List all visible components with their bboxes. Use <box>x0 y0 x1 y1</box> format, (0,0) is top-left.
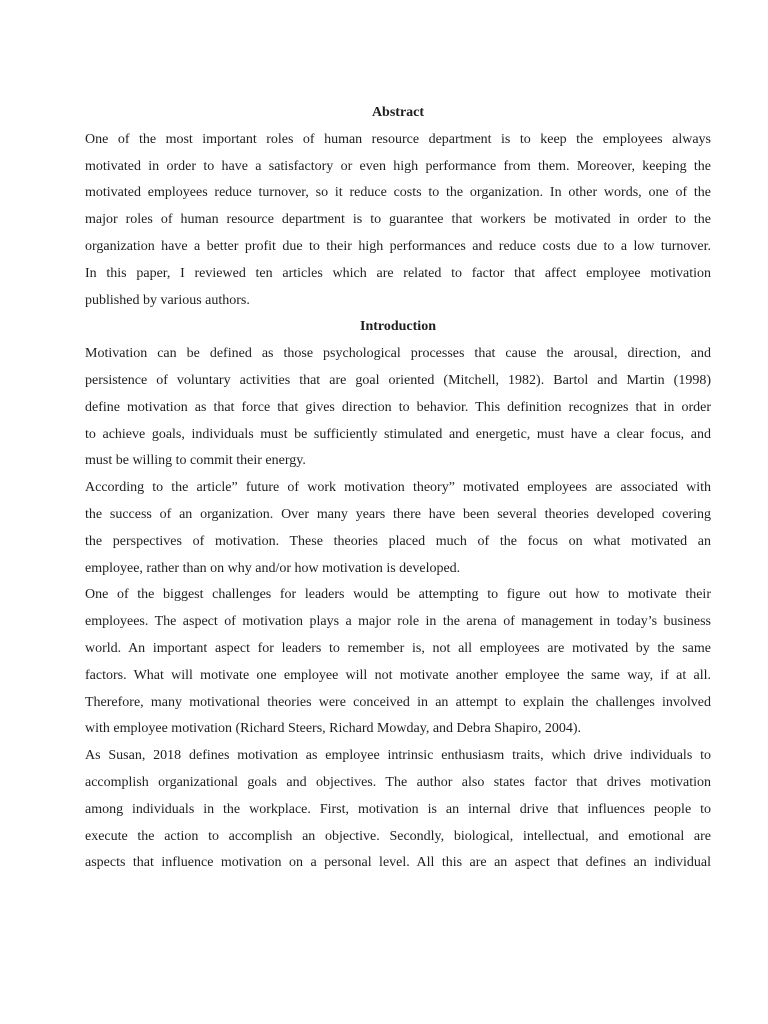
text-line: According to the article” future of work motivation theory” motivated employees are associated with <box>85 480 711 496</box>
text-line: factors. What will motivate one employee will not motivate another employee the same way, if at all. <box>85 667 711 683</box>
text-line: among individuals in the workplace. First, motivation is an internal drive that influences people to <box>85 801 711 817</box>
abstract-heading: Abstract <box>371 105 425 120</box>
text-line: with employee motivation (Richard Steers, Richard Mowday, and Debra Shapiro, 2004). <box>85 721 581 737</box>
introduction-heading: Introduction <box>360 319 436 335</box>
text-line: One of the biggest challenges for leaders would be attempting to figure out how to motivate their <box>85 587 711 603</box>
text-line: aspects that influence motivation on a personal level. All this are an aspect that defines an individual <box>85 855 711 871</box>
text-line: the success of an organization. Over many years there have been several theories developed covering <box>85 506 711 522</box>
text-line: to achieve goals, individuals must be sufficiently stimulated and energetic, must have a clear focus, and <box>85 426 711 442</box>
text-line: must be willing to commit their energy. <box>85 453 306 469</box>
text-line: employees. The aspect of motivation plays a major role in the arena of management in today’s business <box>85 614 711 630</box>
intro-paragraph-3 <box>85 582 711 743</box>
abstract-paragraph <box>85 127 711 315</box>
text-line: As Susan, 2018 defines motivation as employee intrinsic enthusiasm traits, which drive individuals to <box>85 748 711 764</box>
text-line: define motivation as that force that gives direction to behavior. This definition recognizes that in order <box>85 399 711 415</box>
text-line: motivated employees reduce turnover, so it reduce costs to the organization. In other words, one of the <box>85 185 711 201</box>
text-line: execute the action to accomplish an objective. Secondly, biological, intellectual, and emotional are <box>85 828 711 844</box>
intro-paragraph-2 <box>85 475 711 582</box>
text-line: Motivation can be defined as those psychological processes that cause the arousal, direction, and <box>85 346 711 362</box>
text-line: In this paper, I reviewed ten articles which are related to factor that affect employee motivation <box>85 265 711 281</box>
text-line: major roles of human resource department is to guarantee that workers be motivated in order to the <box>85 212 711 228</box>
text-line: the perspectives of motivation. These theories placed much of the focus on what motivated an <box>85 533 711 549</box>
document-page <box>85 100 711 877</box>
text-line: motivated in order to have a satisfactory or even high performance from them. Moreover, keeping the <box>85 158 711 174</box>
intro-paragraph-4 <box>85 743 711 877</box>
text-line: Therefore, many motivational theories were conceived in an attempt to explain the challenges involved <box>85 694 711 710</box>
intro-paragraph-1 <box>85 341 711 475</box>
text-line: One of the most important roles of human resource department is to keep the employees always <box>85 131 711 147</box>
text-line: organization have a better profit due to their high performances and reduce costs due to a low turnover. <box>85 238 711 254</box>
text-line: employee, rather than on why and/or how motivation is developed. <box>85 560 461 576</box>
text-line: persistence of voluntary activities that are goal oriented (Mitchell, 1982). Bartol and Martin (1998) <box>85 372 711 388</box>
text-line: world. An important aspect for leaders to remember is, not all employees are motivated by the same <box>85 640 711 656</box>
text-line: accomplish organizational goals and objectives. The author also states factor that drives motivation <box>85 774 711 790</box>
text-line: published by various authors. <box>85 292 250 308</box>
